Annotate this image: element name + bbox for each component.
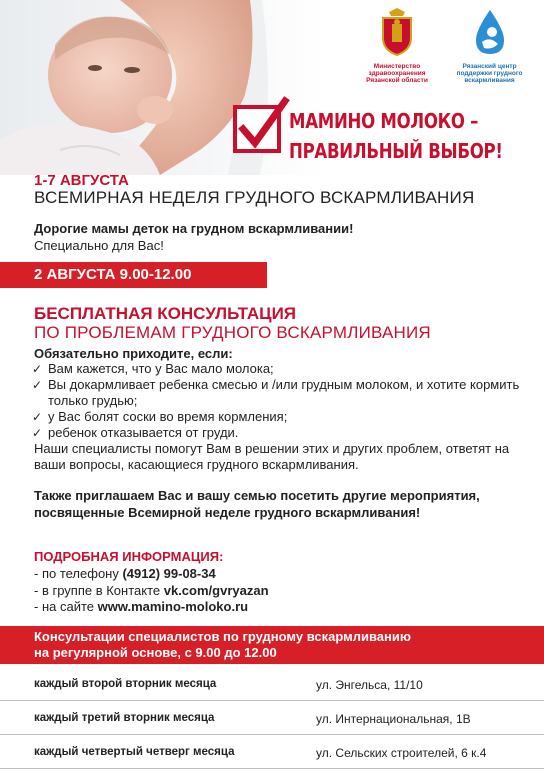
check-icon: ✓ — [32, 362, 43, 376]
vk-prefix: - в группе в Контакте — [34, 582, 164, 598]
schedule-where: ул. Интернациональная, 1В — [316, 712, 471, 726]
checklist-text: Вы докармливает ребенка смесью и /или грудным молоком, и хотите кормить только грудью; — [48, 377, 520, 408]
event-dates: 1-7 АВГУСТА — [34, 172, 129, 189]
week-title: ВСЕМИРНАЯ НЕДЕЛЯ ГРУДНОГО ВСКАРМЛИВАНИЯ — [34, 188, 475, 207]
invite-text: Также приглашаем Вас и вашу семью посетить другие мероприятия, посвященные Всемирной неделе грудного вскармливания! — [34, 488, 480, 520]
schedule-table — [0, 667, 544, 769]
greeting-sub: Специально для Вас! — [34, 238, 164, 253]
schedule-when: каждый четвертый четверг месяца — [34, 746, 235, 758]
checkbox-icon — [233, 105, 281, 153]
ministry-line-1: Министерство — [373, 63, 421, 70]
center-logo — [447, 8, 532, 84]
logos — [352, 8, 532, 98]
event-date-banner: 2 АВГУСТА 9.00-12.00 — [0, 262, 267, 288]
checklist-item — [30, 425, 520, 441]
ministry-line-2: здравоохранения — [368, 70, 426, 77]
center-line-1: Рязанский центр — [462, 63, 517, 70]
schedule-row — [0, 701, 544, 735]
checklist-item — [30, 361, 520, 377]
contact-site — [34, 599, 269, 616]
checklist — [30, 361, 520, 441]
ministry-logo — [362, 8, 432, 84]
contact-list — [34, 566, 269, 616]
ministry-line-3: Рязанской области — [366, 77, 428, 84]
phone-prefix: - по телефону — [34, 566, 123, 581]
schedule-where: ул. Энгельса, 11/10 — [316, 678, 423, 692]
coat-of-arms-icon — [377, 8, 417, 56]
must-come-heading: Обязательно приходите, если: — [34, 346, 233, 361]
vk-link[interactable]: vk.com/gvryazan — [163, 582, 269, 598]
check-icon: ✓ — [32, 426, 43, 440]
site-prefix: - на сайте — [34, 599, 98, 614]
specialists-text: Наши специалисты помогут Вам в решении этих и других проблем, ответят на ваши вопросы, касающиеся грудного вскармливания. — [34, 441, 510, 472]
milk-drop-icon — [470, 8, 510, 56]
greeting: Дорогие мамы деток на грудном вскармливании! — [34, 221, 354, 236]
contact-vk — [34, 583, 269, 600]
check-icon: ✓ — [32, 410, 43, 424]
problems-subtitle: ПО ПРОБЛЕМАМ ГРУДНОГО ВСКАРМЛИВАНИЯ — [34, 323, 431, 342]
free-consultation-title: БЕСПЛАТНАЯ КОНСУЛЬТАЦИЯ — [34, 304, 297, 323]
checklist-item — [30, 377, 520, 409]
checklist-text: у Вас болят соски во время кормления; — [48, 409, 288, 424]
schedule-where: ул. Сельских строителей, 6 к.4 — [316, 746, 487, 760]
center-line-2: поддержки грудного — [456, 70, 523, 77]
phone-link[interactable]: (4912) 99-08-34 — [122, 566, 216, 581]
site-link[interactable]: www.mamino-moloko.ru — [97, 599, 249, 614]
schedule-when: каждый второй вторник месяца — [34, 678, 217, 690]
check-icon: ✓ — [32, 378, 43, 392]
slogan-line-2: ПРАВИЛЬНЫЙ ВЫБОР! — [289, 139, 503, 163]
regular-line-1: Консультации специалистов по грудному вскармливанию — [34, 629, 411, 644]
regular-consult-banner — [0, 626, 544, 664]
regular-line-2: на регулярной основе, с 9.00 до 12.00 — [34, 645, 277, 660]
schedule-when: каждый третий вторник месяца — [34, 712, 215, 724]
info-title: ПОДРОБНАЯ ИНФОРМАЦИЯ: — [34, 549, 224, 564]
slogan — [289, 106, 519, 166]
contact-phone — [34, 566, 269, 583]
checklist-item — [30, 409, 520, 425]
schedule-row — [0, 667, 544, 701]
center-line-3: вскармливания — [464, 77, 515, 84]
checklist-text: ребенок отказывается от груди. — [48, 425, 239, 440]
schedule-row — [0, 735, 544, 769]
checklist-text: Вам кажется, что у Вас мало молока; — [48, 361, 274, 376]
slogan-line-1: МАМИНО МОЛОКО – — [289, 109, 479, 133]
checkmark-icon — [233, 95, 293, 157]
